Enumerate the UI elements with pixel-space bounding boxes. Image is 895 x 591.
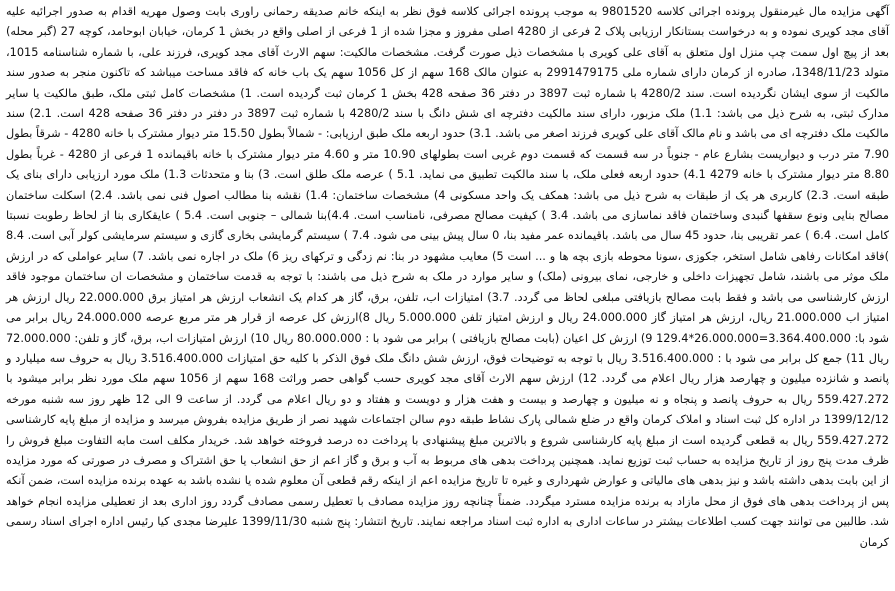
notice-body-text: آگهی مزایده مال غیرمنقول پرونده اجرائی کلاسه 9801520 به موجب پرونده اجرائی کلاسه فوق نظر به اینکه خانم صدیقه رحمانی راوری بابت وصول مهریه اقدام به صدور اجرائیه علیه آقای مجد کویری نموده و به درخواست بستانکار ارزیابی پلاک 2 فرعی از 4280 اصلی مفروز و مجزا شده از 1 فرعی از اصلی واقع در بخش 1 کرمان، خیابان ابوحامد، کوچه 27 (گبر محله) بعد از پیچ اول سمت چپ منزل اول متعلق به آقای علی کویری با مشخصات ذیل صورت گرفت. مشخصات مالکیت: سهم الارث آقای مجد کویری، فرزند علی، با شماره شناسنامه 1015، متولد 1348/11/23، صادره از کرمان دارای شماره ملی 2991479175 به عنوان مالک 168 سهم از کل 1056 سهم یک باب خانه که فاقد مساحت میباشد که تاکنون منجر به صدور سند مالکیت از سوی ایشان نگردیده است. سند 4280/2 با شماره ثبت 3897 در دفتر 36 صفحه 428 بخش 1 کرمان ثبت گردیده است. 1) مشخصات کامل ثبتی ملک، طبق مالکیت یا سایر مدارک ثبتی، به شرح ذیل می باشد: 1.1) ملک مزبور، دارای سند مالکیت دفترچه ای شش دانگ با سند 4280/2 با شماره ثبت 3897 در دفتر در دفتر 36 صفحه 428 است. 2.1) سند مالکیت ملک دفترچه ای می باشد و نام مالک آقای علی کویری فرزند اصغر می باشد. 3.1) حدود اربعه ملک طبق ارزیابی: - شمالاً بطول 15.50 متر دیوار مشترک با خانه 4280 - شرقاً بطول 7.90 متر درب و دیواریست بشارع عام - جنوباً در سه قسمت که قسمت دوم غربی است بطولهای 10.90 متر و 4.60 متر دیوار مشترک با خانه باقیمانده 1 فرعی از 4280 - غرباً بطول 8.80 متر دیوار مشترک با خانه 4279 4.1) حدود اربعه فعلی ملک، با سند مالکیت تطبیق می نماید. 5.1 ) عرصه ملک طلق است. 3) بنا و متحدثات 1.3) ملک مورد ارزیابی دارای بنای یک طبقه است. 2.3) کاربری هر یک از طبقات به شرح ذیل می باشد: همکف یک واحد مسکونی 4) مشخصات ساختمان: 1.4) نقشه بنا مطالب اصول فنی نمی باشد. 2.4) اسکلت ساختمان مصالح بنایی ونوع سقفها گنبدی وساختمان فاقد نماسازی می باشد. 3.4 ) کیفیت مصالح مصرفی، نامناسب است. 4.4)بنا شمالی – جنوبی است. 5.4 ) عایقکاری بنا از لحاظ رطوبت نسبتا کامل است. 6.4 ) عمر تقریبی بنا، حدود 45 سال می باشد. باقیمانده عمر مفید بنا، 0 سال پیش بینی می شود. 7.4 ) سیستم گرمایشی بخاری گازی و سیستم سرمایشی کولر آبی است. 8.4 )فاقد امکانات رفاهی شامل استخر، جکوزی ،سونا محوطه بازی بچه ها و ... است 5) معایب مشهود در بنا: نم زدگی و ترکهای ریز 6) ملک در اجاره نمی باشد. 7) سایر عواملی که در ارزش ملک موثر می باشند، شامل تجهیزات داخلی و خارجی، نمای بیرونی (ملک) و سایر موارد در ملک به شرح ذیل می باشند: با توجه به قدمت ساختمان و مشخصات ان ساختمان موجود فاقد ارزش کارشناسی می باشد و فقط بابت مصالح بازیافتی مبلغی لحاظ می گردد. 3.7) امتیازات اب، تلفن، برق، گاز هر کدام یک انشعاب ارزش هر امتیاز برق 22.000.000 ریال ارزش هر امتیاز اب 21.000.000 ریال، ارزش هر امتیاز گاز 24.000.000 ریال و ارزش امتیاز تلفن 5.000.000 ریال 8)ارزش کل عرصه از قرار هر متر مربع عرصه 24.000.000 ریال برابر می شود با: 3.364.400.000=26.000.000*129.4 9) ارزش کل اعیان (بابت مصالح بازیافتی ) برابر می شود با : 80.000.000 ریال 10) ارزش امتیازات اب، برق، گاز و تلفن: 72.000.000 ریال 11) جمع کل برابر می شود با : 3.516.400.000 ریال با توجه به توضیحات فوق، ارزش شش دانگ ملک فوق الذکر با کلیه حق امتیازات 3.516.400.000 ریال به حروف سه میلیارد و پانصد و شانزده میلیون و چهارصد هزار ریال اعلام می گردد. 12) ارزش سهم الارث آقای مجد کویری حسب گواهی حصر وراثت 168 سهم از 1056 سهم ملک مورد نظر برابر میشود با 559.427.272 ریال به حروف پانصد و پنجاه و نه میلیون و چهارصد و بیست و هفت هزار و دویست و هفتاد و دو ریال اعلام می گردد. از ساعت 9 الی 12 ظهر روز سه شنبه مورخه 1399/12/12 در اداره کل ثبت اسناد و املاک کرمان واقع در ضلع شمالی پارک نشاط طبقه دوم سالن اجتماعات شهید نصر از طریق مزایده بفروش میرسد و مزایده از مبلغ پایه کارشناسی 559.427.272 ریال به قطعی گردیده است از مبلغ پایه کارشناسی شروع و بالاترین مبلغ پیشنهادی با پرداخت ده درصد فروخته خواهد شد. خریدار مکلف است مابه التفاوت مبلغ فروش را ظرف مدت پنج روز از تاریخ مزایده به حساب ثبت توزیع نماید. همچنین پرداخت بدهی های مربوط به آب و برق و گاز اعم از حق انشعاب یا حق اشتراک و مصرف در صورتی که مورد مزایده از این بابت بدهی داشته باشد و نیز بدهی های مالیاتی و عوارض شهرداری و غیره تا تاریخ مزایده اعم از اینکه رقم قطعی آن معلوم شده یا نشده باشد به عهده برنده مزایده است، ضمن آنکه پس از پرداخت بدهی های فوق از محل مازاد به برنده مزایده مسترد میگردد. ضمناً چنانچه روز مزایده مصادف با تعطیل رسمی مصادف گردد روز اداری بعد از تعطیلی مزایده انجام خواهد شد. طالبین می توانند جهت کسب اطلاعات بیشتر در ساعات اداری به اداره ثبت اسناد مراجعه نمایند. تاریخ انتشار: پنج شنبه 1399/11/30 علیرضا مجدی کیا رئیس اداره اجرای اسناد رسمی کرمان — [6, 5, 890, 549]
